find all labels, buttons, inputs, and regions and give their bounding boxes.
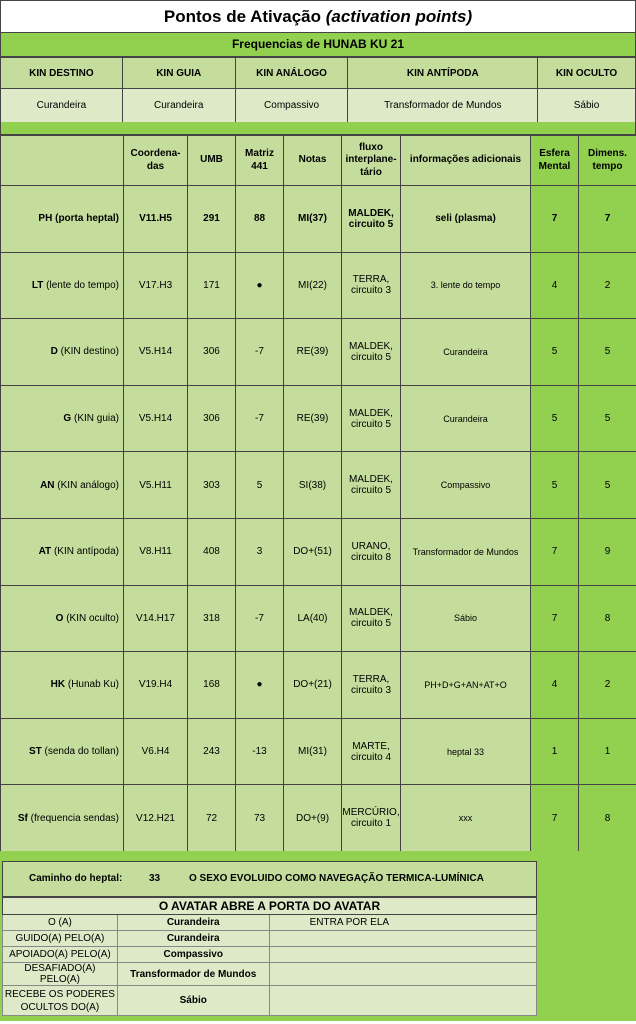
notas-cell: RE(39) [284, 385, 342, 452]
avatar-extra [269, 947, 536, 963]
point-label: G (KIN guia) [1, 385, 124, 452]
coord-cell: V8.H11 [124, 518, 188, 585]
info-cell: Transformador de Mundos [401, 518, 531, 585]
coord-cell: V6.H4 [124, 718, 188, 785]
umb-cell: 291 [188, 186, 236, 253]
title-italic: (activation points) [325, 7, 473, 26]
notas-cell: LA(40) [284, 585, 342, 652]
avatar-label: GUIDO(A) PELO(A) [3, 931, 118, 947]
table-row [1, 319, 636, 386]
table-row [1, 585, 636, 652]
point-label: LT (lente do tempo) [1, 252, 124, 319]
info-cell: Curandeira [401, 385, 531, 452]
esfera-cell: 5 [531, 319, 579, 386]
point-label: O (KIN oculto) [1, 585, 124, 652]
coord-cell: V12.H21 [124, 785, 188, 852]
esfera-cell: 5 [531, 452, 579, 519]
fluxo-cell: TERRA, circuito 3 [342, 652, 401, 719]
title-main: Pontos de Ativação [163, 7, 321, 26]
matriz-cell: 3 [236, 518, 284, 585]
point-label: D (KIN destino) [1, 319, 124, 386]
column-header: Esfera Mental [531, 136, 579, 186]
table-row [1, 252, 636, 319]
page-title [0, 0, 636, 33]
coord-cell: V19.H4 [124, 652, 188, 719]
activation-points-table [0, 135, 636, 852]
matriz-cell: 5 [236, 452, 284, 519]
kin-header: KIN ANTÍPODA [348, 58, 538, 89]
point-label: ST (senda do tollan) [1, 718, 124, 785]
info-cell: Compassivo [401, 452, 531, 519]
avatar-extra [269, 931, 536, 947]
table-row [1, 718, 636, 785]
dimens-cell: 7 [579, 186, 636, 253]
kin-header: KIN OCULTO [538, 58, 636, 89]
table-row [1, 518, 636, 585]
matriz-cell: -7 [236, 319, 284, 386]
column-header: fluxo interplane-tário [342, 136, 401, 186]
esfera-cell: 7 [531, 518, 579, 585]
coord-cell: V5.H14 [124, 319, 188, 386]
dimens-cell: 1 [579, 718, 636, 785]
point-label: PH (porta heptal) [1, 186, 124, 253]
esfera-cell: 7 [531, 585, 579, 652]
info-cell: PH+D+G+AN+AT+O [401, 652, 531, 719]
avatar-value: Sábio [117, 986, 269, 1016]
separator-band [0, 122, 636, 135]
umb-cell: 306 [188, 385, 236, 452]
umb-cell: 318 [188, 585, 236, 652]
esfera-cell: 4 [531, 252, 579, 319]
esfera-cell: 5 [531, 385, 579, 452]
notas-cell: DO+(51) [284, 518, 342, 585]
umb-cell: 306 [188, 319, 236, 386]
avatar-title: O AVATAR ABRE A PORTA DO AVATAR [3, 898, 537, 915]
esfera-cell: 4 [531, 652, 579, 719]
table-row [1, 452, 636, 519]
fluxo-cell: TERRA, circuito 3 [342, 252, 401, 319]
esfera-cell: 7 [531, 785, 579, 852]
avatar-table [2, 897, 537, 1016]
kin-value: Sábio [538, 89, 636, 123]
caminho-number: 33 [149, 873, 161, 884]
column-header: Dimens. tempo [579, 136, 636, 186]
notas-cell: MI(22) [284, 252, 342, 319]
fluxo-cell: MALDEK, circuito 5 [342, 319, 401, 386]
notas-cell: RE(39) [284, 319, 342, 386]
point-label: AN (KIN análogo) [1, 452, 124, 519]
matriz-cell: ● [236, 252, 284, 319]
table-header-row [1, 136, 636, 186]
dimens-cell: 8 [579, 585, 636, 652]
notas-cell: MI(37) [284, 186, 342, 253]
avatar-title-row [3, 898, 537, 915]
column-header [1, 136, 124, 186]
umb-cell: 171 [188, 252, 236, 319]
avatar-value: Compassivo [117, 947, 269, 963]
avatar-label: O (A) [3, 915, 118, 931]
kin-header: KIN ANÁLOGO [235, 58, 348, 89]
side-band [537, 851, 636, 1021]
kin-header: KIN GUIA [122, 58, 235, 89]
kin-value: Curandeira [1, 89, 123, 123]
kin-header: KIN DESTINO [1, 58, 123, 89]
column-header: UMB [188, 136, 236, 186]
avatar-label: DESAFIADO(A) PELO(A) [3, 963, 118, 986]
avatar-value: Transformador de Mundos [117, 963, 269, 986]
kin-value: Compassivo [235, 89, 348, 123]
info-cell: seli (plasma) [401, 186, 531, 253]
caminho-heptal [2, 861, 537, 897]
notas-cell: DO+(9) [284, 785, 342, 852]
avatar-value: Curandeira [117, 931, 269, 947]
avatar-row [3, 931, 537, 947]
matriz-cell: 88 [236, 186, 284, 253]
esfera-cell: 1 [531, 718, 579, 785]
coord-cell: V5.H11 [124, 452, 188, 519]
column-header: Coordena-das [124, 136, 188, 186]
matriz-cell: 73 [236, 785, 284, 852]
info-cell: xxx [401, 785, 531, 852]
info-cell: Curandeira [401, 319, 531, 386]
dimens-cell: 2 [579, 652, 636, 719]
fluxo-cell: MARTE, circuito 4 [342, 718, 401, 785]
dimens-cell: 2 [579, 252, 636, 319]
caminho-label: Caminho do heptal: [29, 873, 123, 884]
fluxo-cell: URANO, circuito 8 [342, 518, 401, 585]
avatar-extra: ENTRA POR ELA [269, 915, 536, 931]
umb-cell: 303 [188, 452, 236, 519]
coord-cell: V17.H3 [124, 252, 188, 319]
point-label: AT (KIN antípoda) [1, 518, 124, 585]
matriz-cell: -7 [236, 385, 284, 452]
table-row [1, 385, 636, 452]
matriz-cell: -7 [236, 585, 284, 652]
point-label: Sf (frequencia sendas) [1, 785, 124, 852]
dimens-cell: 9 [579, 518, 636, 585]
column-header: Notas [284, 136, 342, 186]
dimens-cell: 5 [579, 452, 636, 519]
notas-cell: SI(38) [284, 452, 342, 519]
avatar-label: RECEBE OS PODERES OCULTOS DO(A) [3, 986, 118, 1016]
fluxo-cell: MALDEK, circuito 5 [342, 186, 401, 253]
esfera-cell: 7 [531, 186, 579, 253]
fluxo-cell: MALDEK, circuito 5 [342, 585, 401, 652]
point-label: HK (Hunab Ku) [1, 652, 124, 719]
kin-table [0, 57, 636, 123]
umb-cell: 408 [188, 518, 236, 585]
dimens-cell: 8 [579, 785, 636, 852]
dimens-cell: 5 [579, 385, 636, 452]
avatar-row [3, 986, 537, 1016]
info-cell: 3. lente do tempo [401, 252, 531, 319]
column-header: Matriz 441 [236, 136, 284, 186]
avatar-extra [269, 963, 536, 986]
fluxo-cell: MERCÚRIO, circuito 1 [342, 785, 401, 852]
matriz-cell: -13 [236, 718, 284, 785]
info-cell: Sábio [401, 585, 531, 652]
avatar-label: APOIADO(A) PELO(A) [3, 947, 118, 963]
caminho-text: O SEXO EVOLUIDO COMO NAVEGAÇÃO TERMICA-LUMÍNICA [189, 873, 484, 884]
notas-cell: MI(31) [284, 718, 342, 785]
avatar-extra [269, 986, 536, 1016]
notas-cell: DO+(21) [284, 652, 342, 719]
avatar-row [3, 963, 537, 986]
umb-cell: 72 [188, 785, 236, 852]
umb-cell: 243 [188, 718, 236, 785]
avatar-row [3, 915, 537, 931]
coord-cell: V14.H17 [124, 585, 188, 652]
avatar-row [3, 947, 537, 963]
kin-value: Transformador de Mundos [348, 89, 538, 123]
coord-cell: V11.H5 [124, 186, 188, 253]
coord-cell: V5.H14 [124, 385, 188, 452]
dimens-cell: 5 [579, 319, 636, 386]
fluxo-cell: MALDEK, circuito 5 [342, 385, 401, 452]
kin-value-row [1, 89, 636, 123]
table-row [1, 652, 636, 719]
info-cell: heptal 33 [401, 718, 531, 785]
matriz-cell: ● [236, 652, 284, 719]
umb-cell: 168 [188, 652, 236, 719]
table-row [1, 785, 636, 852]
fluxo-cell: MALDEK, circuito 5 [342, 452, 401, 519]
kin-value: Curandeira [122, 89, 235, 123]
column-header: informações adicionais [401, 136, 531, 186]
kin-header-row [1, 58, 636, 89]
avatar-value: Curandeira [117, 915, 269, 931]
frequencies-heading: Frequencias de HUNAB KU 21 [0, 33, 636, 57]
table-row [1, 186, 636, 253]
